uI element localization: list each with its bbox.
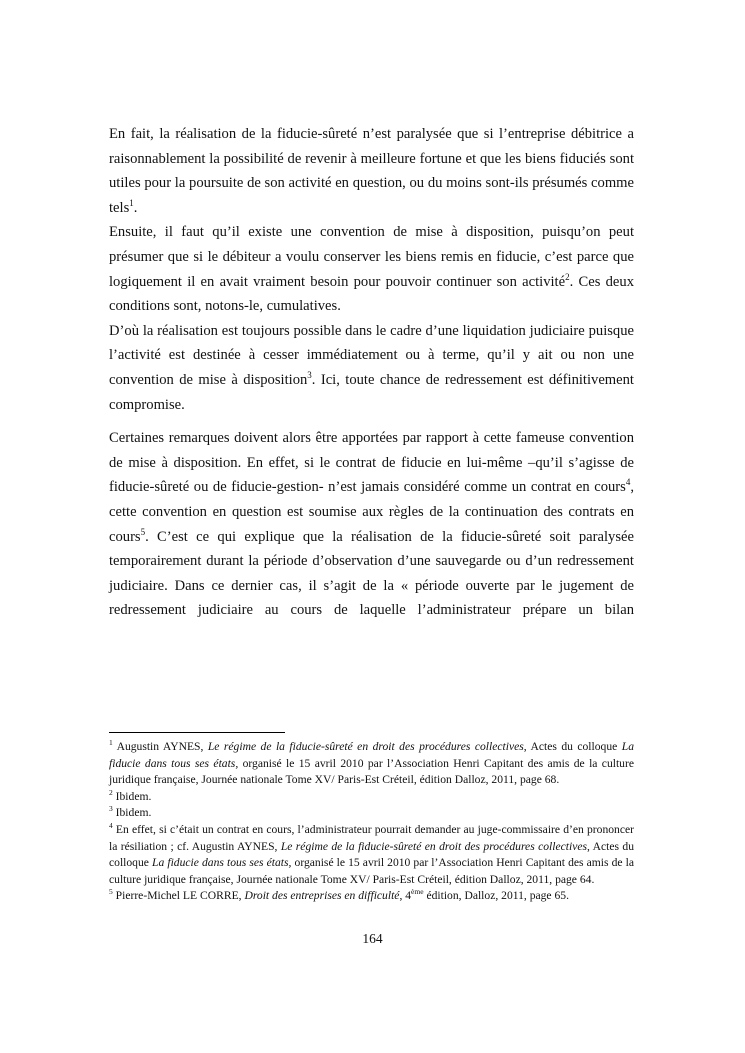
footnote-ref-4: 4 — [625, 477, 631, 488]
footnote-4: $^4$ En effet, si c’était un contrat en cours, l’administrateur pourrait demander au juge-commissaire d’en prononcer la résiliation ; cf. Augustin AYNES, Le régime de la fiducie-sûreté en droit des procédures collectives, Actes du colloque La fiducie dans tous ses états, organisé le 15 avril 2010 par l’Association Henri Capitant des amis de la culture juridique française, Journée nationale Tome XV/ Paris-Est Créteil, édition Dalloz, 2011, page 64. — [109, 821, 634, 886]
footnote-ref-5: 5 — [140, 526, 146, 537]
footnote-5: $^5$ Pierre-Michel LE CORRE, Droit des entreprises en difficulté, 4ème édition, Dalloz, 2011, page 65. — [109, 887, 569, 903]
paragraph-1: En fait, la réalisation de la fiducie-sûreté n’est paralysée que si l’entreprise débitrice a raisonnablement la possibilité de revenir à meilleure fortune et que les biens fiduciés sont utiles pour la poursuite de son activité en question, ou du moins sont-ils présumés comme tels$^1$. — [109, 126, 634, 216]
footnote-separator — [109, 732, 285, 733]
body-text — [109, 122, 634, 623]
footnote-1: $^1$ Augustin AYNES, Le régime de la fiducie-sûreté en droit des procédures collectives, Actes du colloque La fiducie dans tous ses états, organisé le 15 avril 2010 par l’Association Henri Capitant des amis de la culture juridique française, Journée nationale Tome XV/ Paris-Est Créteil, édition Dalloz, 2011, page 68. — [109, 738, 634, 787]
footnote-ref-3: 3 — [307, 370, 312, 381]
paragraph-2: Ensuite, il faut qu’il existe une convention de mise à disposition, puisqu’on peut présumer que si le débiteur a voulu conserver les biens remis en fiducie, c’est parce que logiquement il en avait vraiment besoin pour pouvoir continuer son activité$^2$. Ces deux conditions sont, notons-le, cumulatives. — [109, 224, 634, 315]
footnote-ref-2: 2 — [565, 271, 570, 282]
footnote-ref-1: 1 — [129, 197, 134, 208]
footnotes — [109, 739, 634, 905]
footnote-2: $^2$ Ibidem. — [109, 787, 152, 803]
footnote-3: $^3$ Ibidem. — [109, 804, 152, 820]
page-number: 164 — [362, 931, 383, 946]
paragraph-4: Certaines remarques doivent alors être apportées par rapport à cette fameuse convention de mise à disposition. En effet, si le contrat de fiducie en lui-même –qu’il s’agisse de fiducie-sûreté ou de fiducie-gestion- n’est jamais considéré comme un contrat en cours$^4$, cette convention en question est soumise aux règles de la continuation des contrats en cours$^5$. C’est ce qui explique que la réalisation de la fiducie-sûreté soit paralysée temporairement durant la période d’observation d’une sauvegarde ou d’un redressement judiciaire. Dans ce dernier cas, il s’agit de la « période ouverte par le jugement de redressement judiciaire au cours de laquelle l’administrateur prépare un bilan — [109, 430, 634, 619]
paragraph-3: D’où la réalisation est toujours possible dans le cadre d’une liquidation judiciaire puisque l’activité est destinée à cesser immédiatement ou à terme, qu’il y ait ou non une convention de mise à disposition$^3$. Ici, toute chance de redressement est définitivement compromise. — [109, 322, 634, 413]
